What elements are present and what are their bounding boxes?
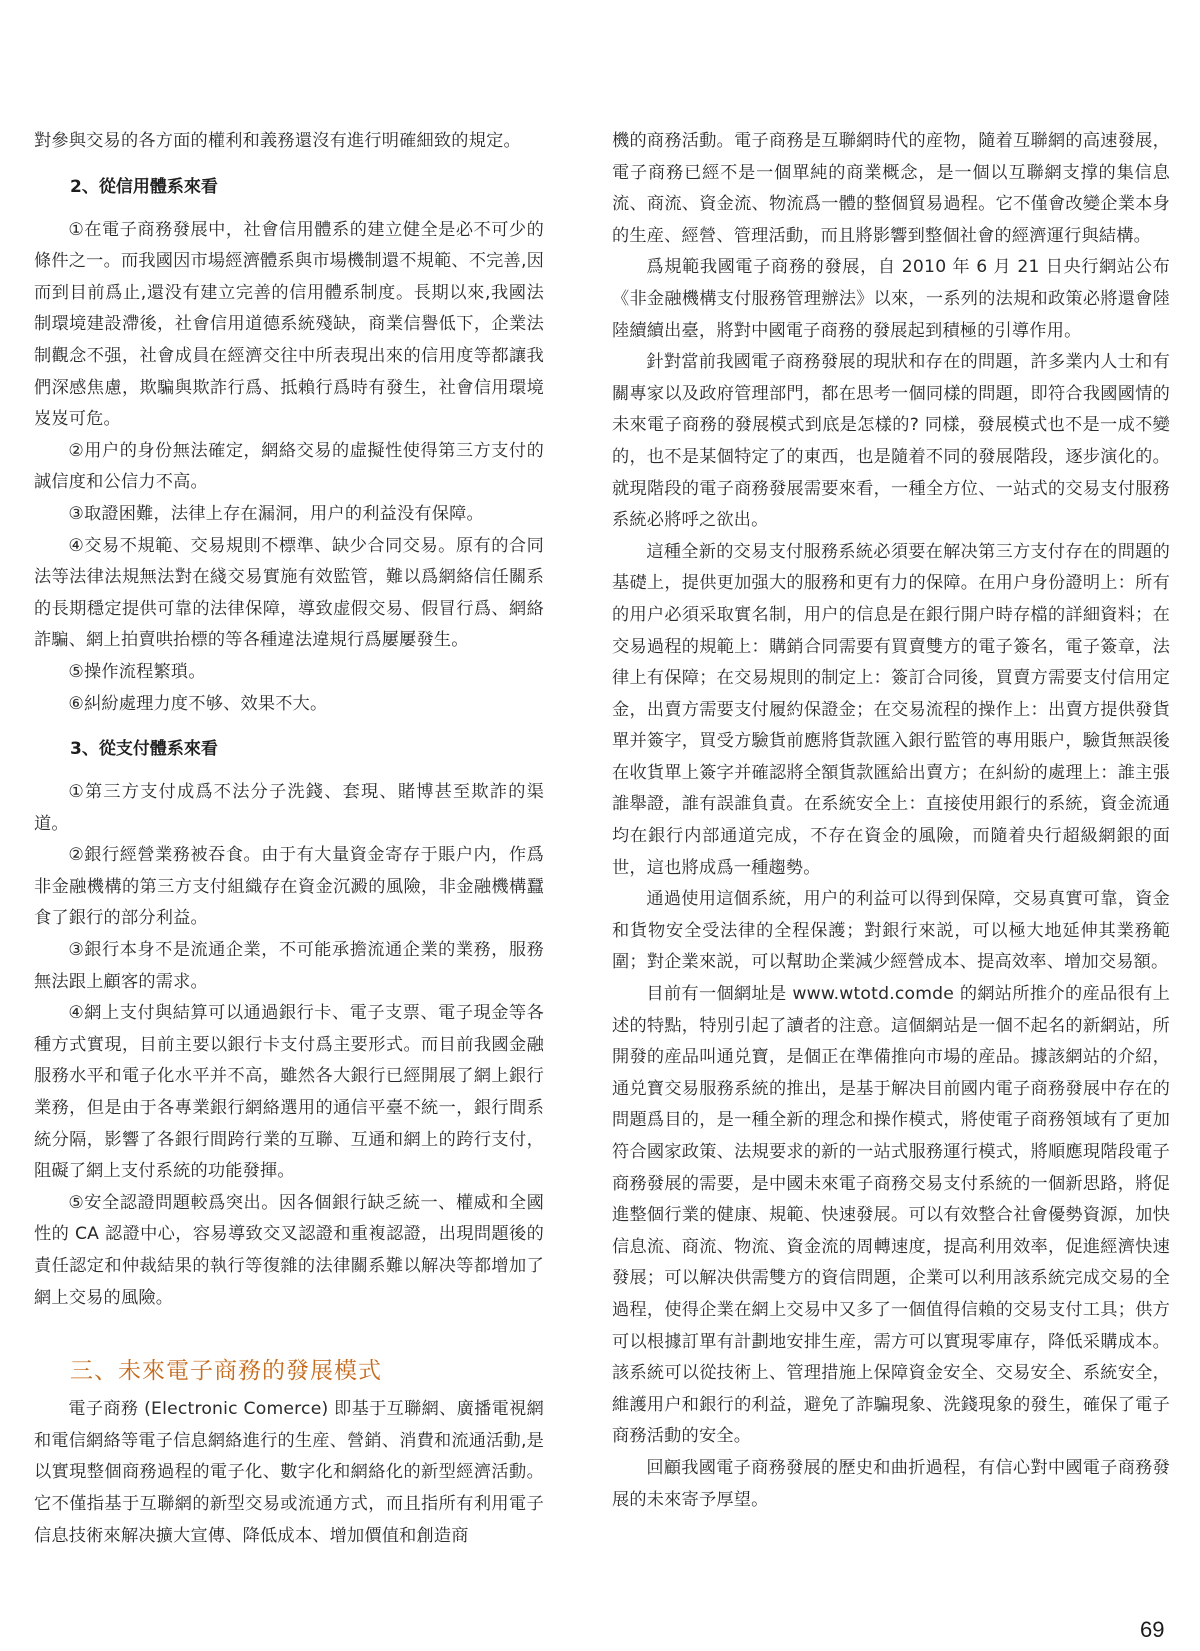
right-column: [612, 126, 1170, 1516]
paragraph: ⑥糾紛處理力度不够、效果不大。: [68, 693, 328, 714]
paragraph: 這種全新的交易支付服務系統必須要在解决第三方支付存在的問題的基礎上，提供更加强大的服務和更有力的保障。在用户身份證明上：所有的用户必須采取實名制，用户的信息是在銀行開户時存檔的詳細資料；在交易過程的規範上：購銷合同需要有買賣雙方的電子簽名，電子簽章，法律上有保障；在交易規則的制定上：簽訂合同後，買賣方需要支付信用定金，出賣方需要支付履約保證金；在交易流程的操作上：出賣方提供發貨單并簽字，買受方驗貨前應將貨款匯入銀行監管的專用賬户，驗貨無誤後在收貨單上簽字并確認將全額貨款匯給出賣方；在糾紛的處理上：誰主張誰舉證，誰有誤誰負責。在系統安全上：直接使用銀行的系統，資金流通均在銀行内部通道完成，不存在資金的風險，而隨着央行超級網銀的面世，這也將成爲一種趨勢。: [612, 541, 1170, 878]
paragraph: 機的商務活動。電子商務是互聯網時代的産物，隨着互聯網的高速發展，電子商務已經不是一個單純的商業概念，是一個以互聯網支撑的集信息流、商流、資金流、物流爲一體的整個貿易過程。它不僅會改變企業本身的生産、經營、管理活動，而且將影響到整個社會的經濟運行與結構。: [612, 131, 1170, 246]
paragraph: 針對當前我國電子商務發展的現狀和存在的問題，許多業内人士和有關專家以及政府管理部門，都在思考一個同樣的問題，即符合我國國情的未來電子商務的發展模式到底是怎樣的? 同樣，發展模式也不是一成不變的，也不是某個特定了的東西，也是隨着不同的發展階段，逐步演化的。就現階段的電子商務發展需要來看，一種全方位、一站式的交易支付服務系統必將呼之欲出。: [612, 352, 1170, 531]
paragraph: ①第三方支付成爲不法分子洗錢、套現、賭博甚至欺詐的渠道。: [34, 782, 544, 834]
section-title: 三、未來電子商務的發展模式: [70, 1358, 382, 1385]
paragraph: ②用户的身份無法確定，網絡交易的虛擬性使得第三方支付的誠信度和公信力不高。: [34, 440, 544, 493]
paragraph: 通過使用這個系統，用户的利益可以得到保障，交易真實可靠，資金和貨物安全受法律的全程保護；對銀行來説，可以極大地延伸其業務範圍；對企業來説，可以幫助企業減少經營成本、提高效率、增加交易額。: [612, 889, 1170, 973]
paragraph: ⑤操作流程繁瑣。: [68, 661, 206, 682]
paragraph: ②銀行經營業務被吞食。由于有大量資金寄存于賬户内，作爲非金融機構的第三方支付組織存在資金沉澱的風險，非金融機構蠶食了銀行的部分利益。: [34, 845, 544, 929]
page-number: 69: [1140, 1617, 1165, 1642]
paragraph: 爲規範我國電子商務的發展，自 2010 年 6 月 21 日央行網站公布《非金融機構支付服務管理辦法》以來，一系列的法規和政策必將還會陸陸續續出臺，將對中國電子商務的發展起到積極的引導作用。: [612, 257, 1170, 341]
paragraph: 目前有一個網址是 www.wtotd.comde 的網站所推介的産品很有上述的特點，特別引起了讀者的注意。這個網站是一個不起名的新網站，所開發的産品叫通兑寶，是個正在準備推向市場的産品。據該網站的介紹，通兑寶交易服務系統的推出，是基于解决目前國内電子商務發展中存在的問題爲目的，是一種全新的理念和操作模式，將使電子商務領域有了更加符合國家政策、法規要求的新的一站式服務運行模式，將順應現階段電子商務發展的需要，是中國未來電子商務交易支付系統的一個新思路，將促進整個行業的健康、規範、快速發展。可以有效整合社會優勢資源，加快信息流、商流、物流、資金流的周轉速度，提高利用效率，促進經濟快速發展；可以解决供需雙方的資信問題，企業可以利用該系統完成交易的全過程，使得企業在網上交易中又多了一個值得信賴的交易支付工具；供方可以根據訂單有計劃地安排生産，需方可以實現零庫存，降低采購成本。該系統可以從技術上、管理措施上保障資金安全、交易安全、系統安全，維護用户和銀行的利益，避免了詐騙現象、洗錢現象的發生，確保了電子商務活動的安全。: [612, 984, 1170, 1447]
paragraph: 對參與交易的各方面的權利和義務還沒有進行明確細致的規定。: [34, 131, 521, 151]
paragraph: ④網上支付與結算可以通過銀行卡、電子支票、電子現金等各種方式實現，目前主要以銀行卡支付爲主要形式。而目前我國金融服務水平和電子化水平并不高，雖然各大銀行已經開展了網上銀行業務，但是由于各專業銀行網絡選用的通信平臺不統一，銀行間系統分隔，影響了各銀行間跨行業的互聯、互通和網上的跨行支付，阻礙了網上支付系統的功能發揮。: [34, 1003, 544, 1182]
left-column: [34, 126, 544, 1552]
subheading-payment-system: 3、從支付體系來看: [70, 739, 218, 760]
paragraph: ⑤安全認證問題較爲突出。因各個銀行缺乏統一、權威和全國性的 CA 認證中心，容易導致交叉認證和重複認證，出現問題後的責任認定和仲裁結果的執行等復雜的法律關系難以解决等都增加了網上交易的風險。: [34, 1192, 544, 1308]
paragraph: ①在電子商務發展中，社會信用體系的建立健全是必不可少的條件之一。而我國因市場經濟體系與市場機制還不規範、不完善,因而到目前爲止,還没有建立完善的信用體系制度。長期以來,我國法制環境建設滯後，社會信用道德系統殘缺，商業信譽低下，企業法制觀念不强，社會成員在經濟交往中所表現出來的信用度等都讓我們深感焦慮，欺騙與欺詐行爲、抵賴行爲時有發生，社會信用環境岌岌可危。: [34, 219, 544, 430]
subheading-credit-system: 2、從信用體系來看: [70, 176, 218, 197]
paragraph: 電子商務 (Electronic Comerce) 即基于互聯網、廣播電視網和電信網絡等電子信息網絡進行的生産、營銷、消費和流通活動,是以實現整個商務過程的電子化、數字化和網絡化的新型經濟活動。它不僅指基于互聯網的新型交易或流通方式，而且指所有利用電子信息技術來解决擴大宣傳、降低成本、增加價值和創造商: [34, 1399, 544, 1546]
paragraph: ③銀行本身不是流通企業，不可能承擔流通企業的業務，服務無法跟上顧客的需求。: [34, 940, 544, 992]
paragraph: 回顧我國電子商務發展的歷史和曲折過程，有信心對中國電子商務發展的未來寄予厚望。: [612, 1457, 1170, 1510]
paragraph: ④交易不規範、交易規則不標準、缺少合同交易。原有的合同法等法律法規無法對在綫交易實施有效監管，難以爲網絡信任關系的長期穩定提供可靠的法律保障，導致虚假交易、假冒行爲、網絡詐騙、網上拍賣哄抬標的等各種違法違規行爲屢屢發生。: [34, 535, 544, 651]
paragraph: ③取證困難，法律上存在漏洞，用户的利益没有保障。: [68, 503, 484, 524]
